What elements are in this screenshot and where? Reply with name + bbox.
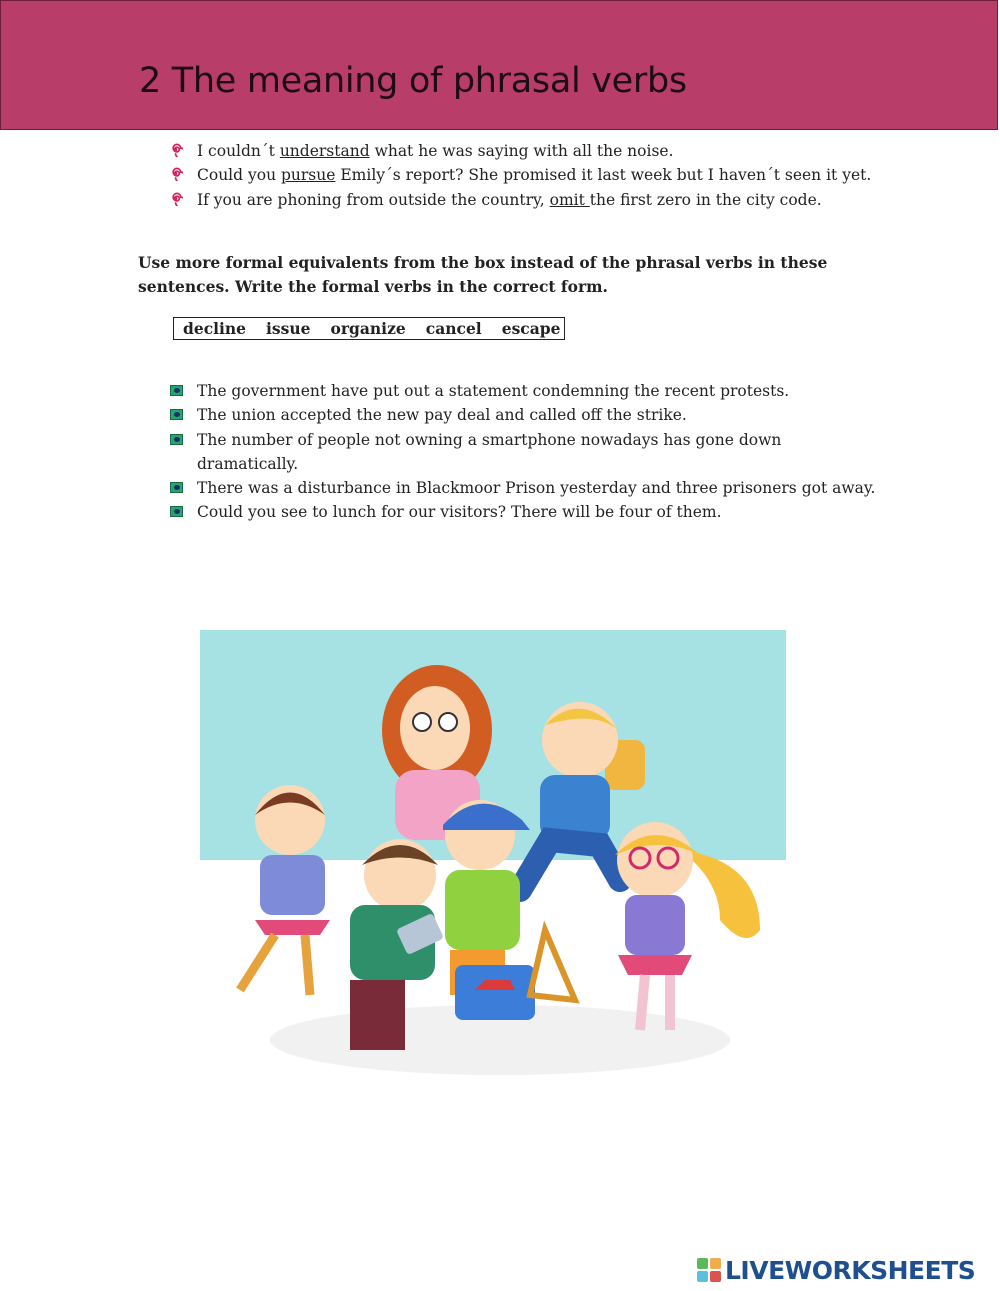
example-after: Emily´s report? She promised it last week but I haven´t seen it yet. bbox=[335, 166, 872, 185]
exercise-sentence: Could you see to lunch for our visitors? There will be four of them. bbox=[197, 503, 722, 522]
spiral-bullet-icon bbox=[168, 142, 183, 157]
spiral-bullet-icon bbox=[168, 166, 183, 181]
example-after: the first zero in the city code. bbox=[589, 190, 822, 209]
exercise-sentence: The union accepted the new pay deal and called off the strike. bbox=[197, 406, 687, 425]
square-bullet-icon bbox=[170, 434, 183, 445]
word-box-item: escape bbox=[501, 319, 561, 338]
example-verb: omit bbox=[549, 190, 590, 209]
example-verb: pursue bbox=[280, 166, 336, 185]
exercise-sentence: There was a disturbance in Blackmoor Prison yesterday and three prisoners got away. bbox=[197, 479, 876, 498]
exercise-item bbox=[168, 428, 887, 477]
instruction-text: Use more formal equivalents from the box instead of the phrasal verbs in these sentences. Write the formal verbs in the correct form. bbox=[138, 253, 828, 296]
example-after: what he was saying with all the noise. bbox=[369, 142, 674, 160]
exercise-sentence: The government have put out a statement condemning the recent protests. bbox=[197, 382, 790, 400]
school-kids-illustration bbox=[200, 630, 786, 1090]
word-box-item: organize bbox=[330, 319, 406, 338]
exercise-item bbox=[168, 476, 887, 500]
square-bullet-icon bbox=[170, 506, 183, 517]
example-before: If you are phoning from outside the country, bbox=[197, 190, 550, 209]
exercise-item bbox=[168, 500, 887, 524]
exercise-sentence: The number of people not owning a smartphone nowadays has gone down dramatically. bbox=[197, 430, 782, 473]
square-bullet-icon bbox=[170, 482, 183, 493]
square-bullet-icon bbox=[170, 385, 183, 396]
example-before: I couldn´t bbox=[197, 142, 280, 160]
word-box-item: issue bbox=[266, 319, 311, 338]
title-banner bbox=[0, 0, 998, 130]
logo-text: LIVEWORKSHEETS bbox=[725, 1255, 976, 1285]
square-bullet-icon bbox=[170, 409, 183, 420]
example-item bbox=[168, 139, 897, 163]
example-item bbox=[168, 188, 897, 212]
page-title: 2 The meaning of phrasal verbs bbox=[139, 61, 687, 101]
word-box bbox=[173, 317, 565, 340]
word-box-item: cancel bbox=[425, 319, 482, 338]
liveworksheets-logo bbox=[697, 1255, 975, 1285]
example-list bbox=[168, 139, 897, 212]
exercise-item bbox=[168, 403, 887, 427]
example-item bbox=[168, 163, 897, 187]
example-verb: understand bbox=[279, 142, 370, 160]
spiral-bullet-icon bbox=[168, 191, 183, 206]
exercise-item bbox=[168, 379, 887, 403]
example-before: Could you bbox=[197, 166, 281, 185]
logo-mark-icon bbox=[697, 1258, 721, 1282]
exercise-list bbox=[168, 379, 887, 525]
word-box-item: decline bbox=[183, 319, 247, 338]
